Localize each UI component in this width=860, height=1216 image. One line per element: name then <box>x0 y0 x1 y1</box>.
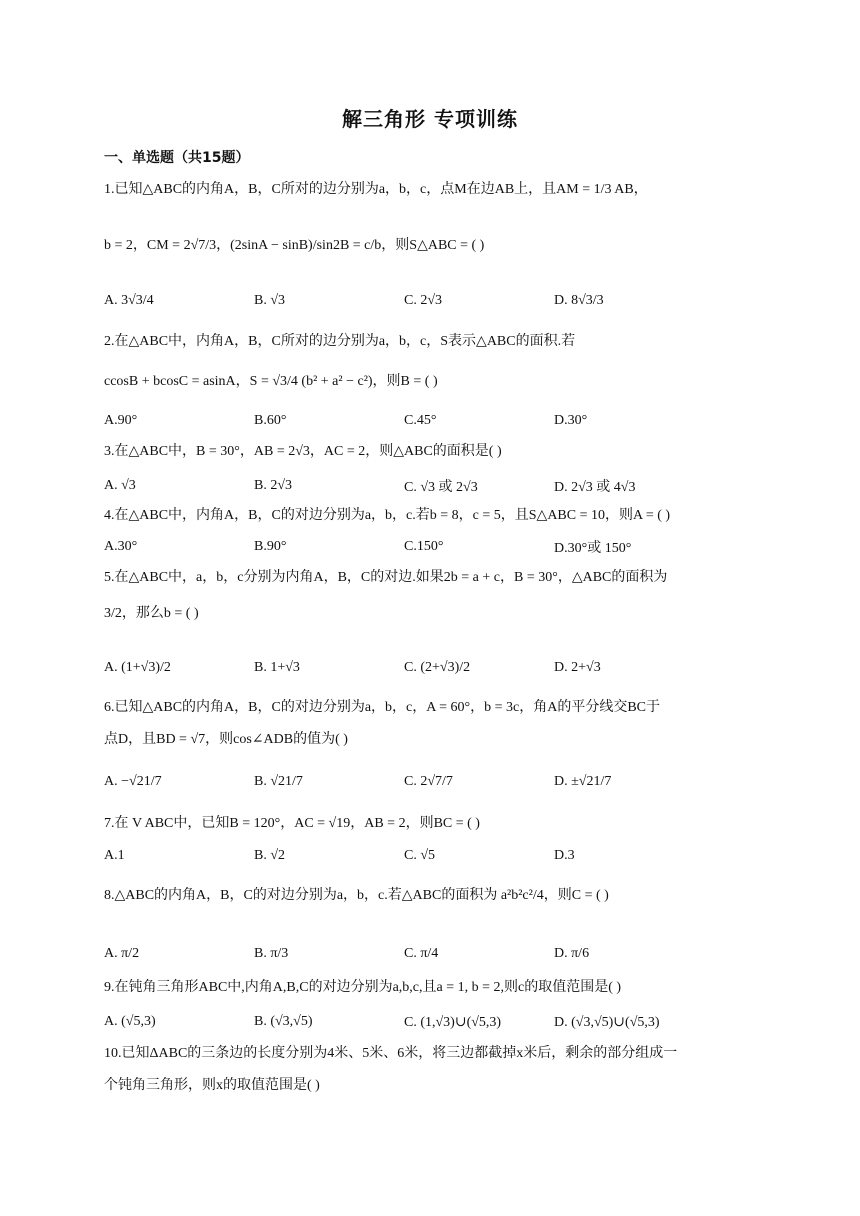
question-2-options <box>104 410 754 432</box>
question-6-line-1: 6.已知△ABC的内角A，B，C的对边分别为a，b，c，A = 60°，b = 3c，角A的平分线交BC于 <box>104 700 660 715</box>
question-1-line-1: 1.已知△ABC的内角A，B，C所对的边分别为a，b，c，点M在边AB上，且AM = 1/3 AB， <box>104 182 648 197</box>
question-2-line-2: ccosB + bcosC = asinA，S = √3/4 (b² + a² − c²)，则B = ( ) <box>104 374 438 389</box>
question-9-line-1: 9.在钝角三角形ABC中,内角A,B,C的对边分别为a,b,c,且a = 1, b = 2,则c的取值范围是( ) <box>104 980 622 995</box>
option-a: A. (1+√3)/2 <box>104 660 171 675</box>
option-a: A. π/2 <box>104 946 140 961</box>
question-1-options <box>104 281 754 321</box>
option-b: B. 2√3 <box>254 478 293 493</box>
option-d: D. 2√3 或 4√3 <box>554 480 636 495</box>
option-a: A. (√5,3) <box>104 1014 156 1029</box>
option-d: D.3 <box>554 848 575 863</box>
question-7-line-1: 7.在 V ABC中，已知B = 120°，AC = √19，AB = 2，则BC = ( ) <box>104 816 480 831</box>
option-d: D. 8√3/3 <box>554 293 604 308</box>
question-10-line-1: 10.已知ΔABC的三条边的长度分别为4米、5米、6米，将三边都截掉x米后，剩余的部分组成一 <box>104 1046 678 1061</box>
option-c: C. √5 <box>404 848 436 863</box>
question-5-options <box>104 648 754 688</box>
option-a: A.30° <box>104 539 138 554</box>
option-b: B. 1+√3 <box>254 660 300 675</box>
question-5-line-1: 5.在△ABC中，a，b，c分别为内角A，B，C的对边.如果2b = a + c，B = 30°，△ABC的面积为 <box>104 570 668 585</box>
option-c: C. (2+√3)/2 <box>404 660 471 675</box>
question-2-line-1: 2.在△ABC中，内角A，B，C所对的边分别为a，b，c，S表示△ABC的面积.若 <box>104 334 576 349</box>
option-a: A.1 <box>104 848 125 863</box>
option-d: D. (√3,√5)∪(√5,3) <box>554 1014 660 1030</box>
question-1-line-2: b = 2，CM = 2√7/3，(2sinA − sinB)/sin2B = c/b，则S△ABC = ( ) <box>104 238 485 253</box>
question-8-line-1: 8.△ABC的内角A，B，C的对边分别为a，b，c.若△ABC的面积为 a²b²c²/4，则C = ( ) <box>104 888 609 903</box>
question-6-options <box>104 762 754 802</box>
option-d: D.30°或 150° <box>554 541 632 556</box>
option-a: A. −√21/7 <box>104 774 162 789</box>
option-d: D. 2+√3 <box>554 660 601 675</box>
option-c: C. √3 或 2√3 <box>404 480 478 495</box>
option-c: C. 2√7/7 <box>404 774 453 789</box>
question-9-options <box>104 1010 754 1034</box>
option-a: A.90° <box>104 413 138 428</box>
option-c: C. (1,√3)∪(√5,3) <box>404 1014 502 1030</box>
section-heading: 一、单选题（共15题） <box>104 150 250 166</box>
option-d: D. π/6 <box>554 946 590 961</box>
question-5-line-2: 3/2，那么b = ( ) <box>104 606 199 621</box>
option-c: C.150° <box>404 539 444 554</box>
option-b: B. √2 <box>254 848 286 863</box>
option-d: D.30° <box>554 413 588 428</box>
option-c: C. 2√3 <box>404 293 443 308</box>
document-title: 解三角形 专项训练 <box>342 107 518 131</box>
option-c: C. π/4 <box>404 946 439 961</box>
option-b: B. √21/7 <box>254 774 303 789</box>
question-4-line-1: 4.在△ABC中，内角A，B，C的对边分别为a，b，c.若b = 8，c = 5，且S△ABC = 10，则A = ( ) <box>104 508 671 523</box>
option-a: A. 3√3/4 <box>104 293 154 308</box>
question-6-line-2: 点D，且BD = √7，则cos∠ADB的值为( ) <box>104 732 348 747</box>
question-7-options <box>104 844 754 868</box>
option-b: B. √3 <box>254 293 286 308</box>
option-c: C.45° <box>404 413 437 428</box>
option-b: B. π/3 <box>254 946 289 961</box>
question-3-options <box>104 474 754 498</box>
question-8-options <box>104 934 754 974</box>
question-4-options <box>104 536 754 558</box>
option-d: D. ±√21/7 <box>554 774 612 789</box>
question-10-line-2: 个钝角三角形，则x的取值范围是( ) <box>104 1078 320 1093</box>
option-a: A. √3 <box>104 478 136 493</box>
option-b: B.90° <box>254 539 287 554</box>
option-b: B.60° <box>254 413 287 428</box>
question-3-line-1: 3.在△ABC中，B = 30°，AB = 2√3，AC = 2，则△ABC的面积是( ) <box>104 444 502 459</box>
option-b: B. (√3,√5) <box>254 1014 313 1029</box>
